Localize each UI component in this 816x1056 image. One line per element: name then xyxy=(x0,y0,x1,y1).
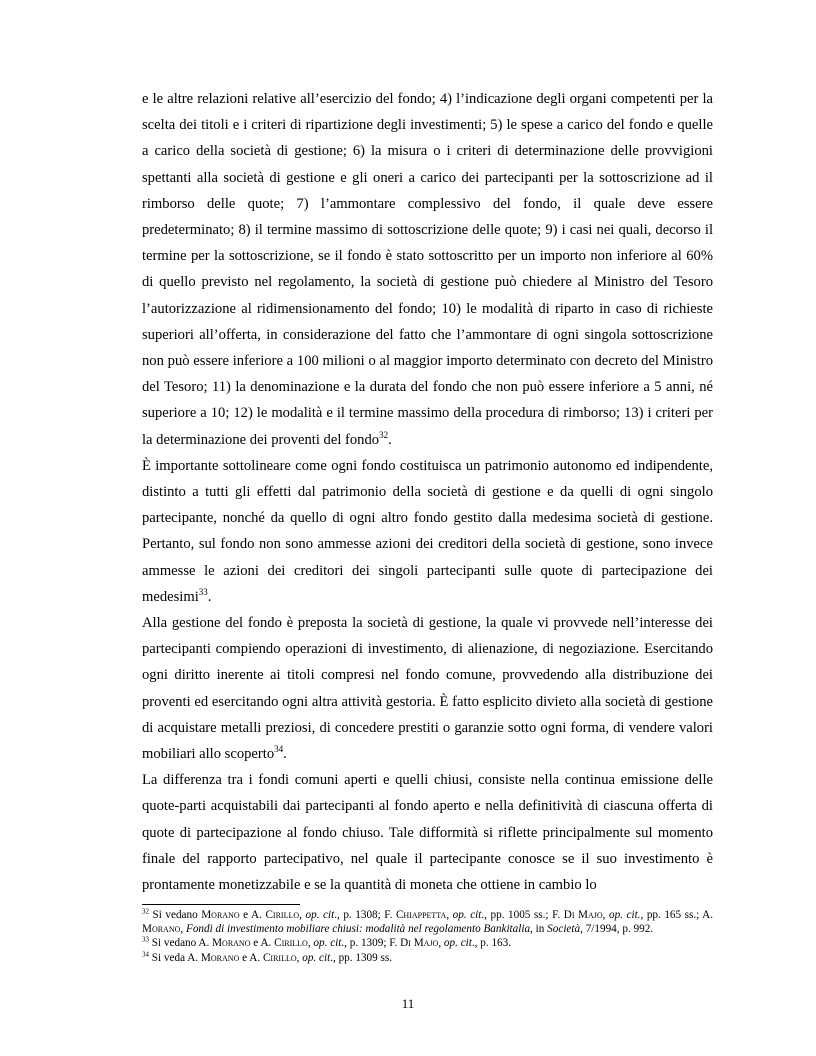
footnote-33: $^{33}$ Si vedano A. Morano e A. Cirillo, op. cit., p. 1309; F. Di Majo, op. cit., p. 163. xyxy=(142,935,512,950)
body-text xyxy=(142,86,713,898)
footnotes xyxy=(142,908,713,965)
paragraph-4: La differenza tra i fondi comuni aperti e quelli chiusi, consiste nella continua emissione delle quote-parti acquistabili dai partecipanti al fondo aperto e nella definitività di ciascuna offerta di quote di partecipazione al fondo chiuso. Tale difformità si riflette principalmente sul momento finale del rapporto partecipativo, nel quale il partecipante conosce se il suo investimento è prontamente monetizzabile e se la quantità di moneta che ottiene in cambio lo xyxy=(142,772,713,894)
footnote-34: $^{34}$ Si veda A. Morano e A. Cirillo, op. cit., pp. 1309 ss. xyxy=(142,949,393,964)
footnote-32: $^{32}$ Si vedano Morano e A. Cirillo, op. cit., p. 1308; F. Chiappetta, op. cit., pp. 1005 ss.; F. Di Majo, op. cit., pp. 165 ss.; A. Morano, Fondi di investimento mobiliare chiusi: modalità nel regolamento Bankitalia, in Società, 7/1994, p. 992. xyxy=(142,907,714,936)
footnote-ref-33: 33 xyxy=(198,587,208,597)
paragraph-3: Alla gestione del fondo è preposta la società di gestione, la quale vi provvede nell’interesse dei partecipanti compiendo operazioni di investimento, di alienazione, di negoziazione. Esercitando ogni diritto inerente ai titoli compresi nel fondo comune, provvedendo alla distribuzione dei proventi ed esercitando ogni altra attività gestoria. È fatto esplicito divieto alla società di gestione di acquistare metalli preziosi, di concedere prestiti o garanzie sotto ogni forma, di vendere valori mobiliari allo scoperto$^{34}$. xyxy=(142,615,713,763)
footnote-ref-34: 34 xyxy=(274,744,284,755)
footnote-separator xyxy=(142,904,300,905)
footnote-ref-32: 32 xyxy=(379,429,389,440)
page-number: 11 xyxy=(401,996,415,1011)
paragraph-1: e le altre relazioni relative all’esercizio del fondo; 4) l’indicazione degli organi competenti per la scelta dei titoli e i criteri di ripartizione degli investimenti; 5) le spese a carico del fondo e quelle a carico della società di gestione; 6) la misura o i criteri di determinazione delle provvigioni spettanti alla società di gestione e gli oneri a carico dei partecipanti per la sottoscrizione ad il rimborso delle quote; 7) l’ammontare complessivo del fondo, il quale deve essere predeterminato; 8) il termine massimo di sottoscrizione delle quote; 9) i casi nei quali, decorso il termine per la sottoscrizione, se il fondo è stato sottoscritto per un importo non inferiore al 60% di quello previsto nel regolamento, la società di gestione può chiedere al Ministro del Tesoro l’autorizzazione al ridimensionamento del fondo; 10) le modalità di riparto in caso di richieste superiori all’offerta, in considerazione del fatto che l’ammontare di ogni singola sottoscrizione non può essere inferiore a 100 milioni o al maggior importo determinato con decreto del Ministro del Tesoro; 11) la denominazione e la durata del fondo che non può essere inferiore a 5 anni, né superiore a 10; 12) le modalità e il termine massimo della procedura di rimborso; 13) i criteri per la determinazione dei proventi del fondo$^{32}$. xyxy=(142,91,713,448)
paragraph-2: È importante sottolineare come ogni fondo costituisca un patrimonio autonomo ed indipendente, distinto a tutti gli effetti dal patrimonio della società di gestione e da quelli di ogni singolo partecipante, nonché da quello di ogni altro fondo gestito dalla medesima società di gestione. Pertanto, sul fondo non sono ammesse azioni dei creditori della società di gestione, sono invece ammesse le azioni dei creditori dei singoli partecipanti sulle quote di partecipazione dei medesimi$^{33}$. xyxy=(142,457,713,605)
